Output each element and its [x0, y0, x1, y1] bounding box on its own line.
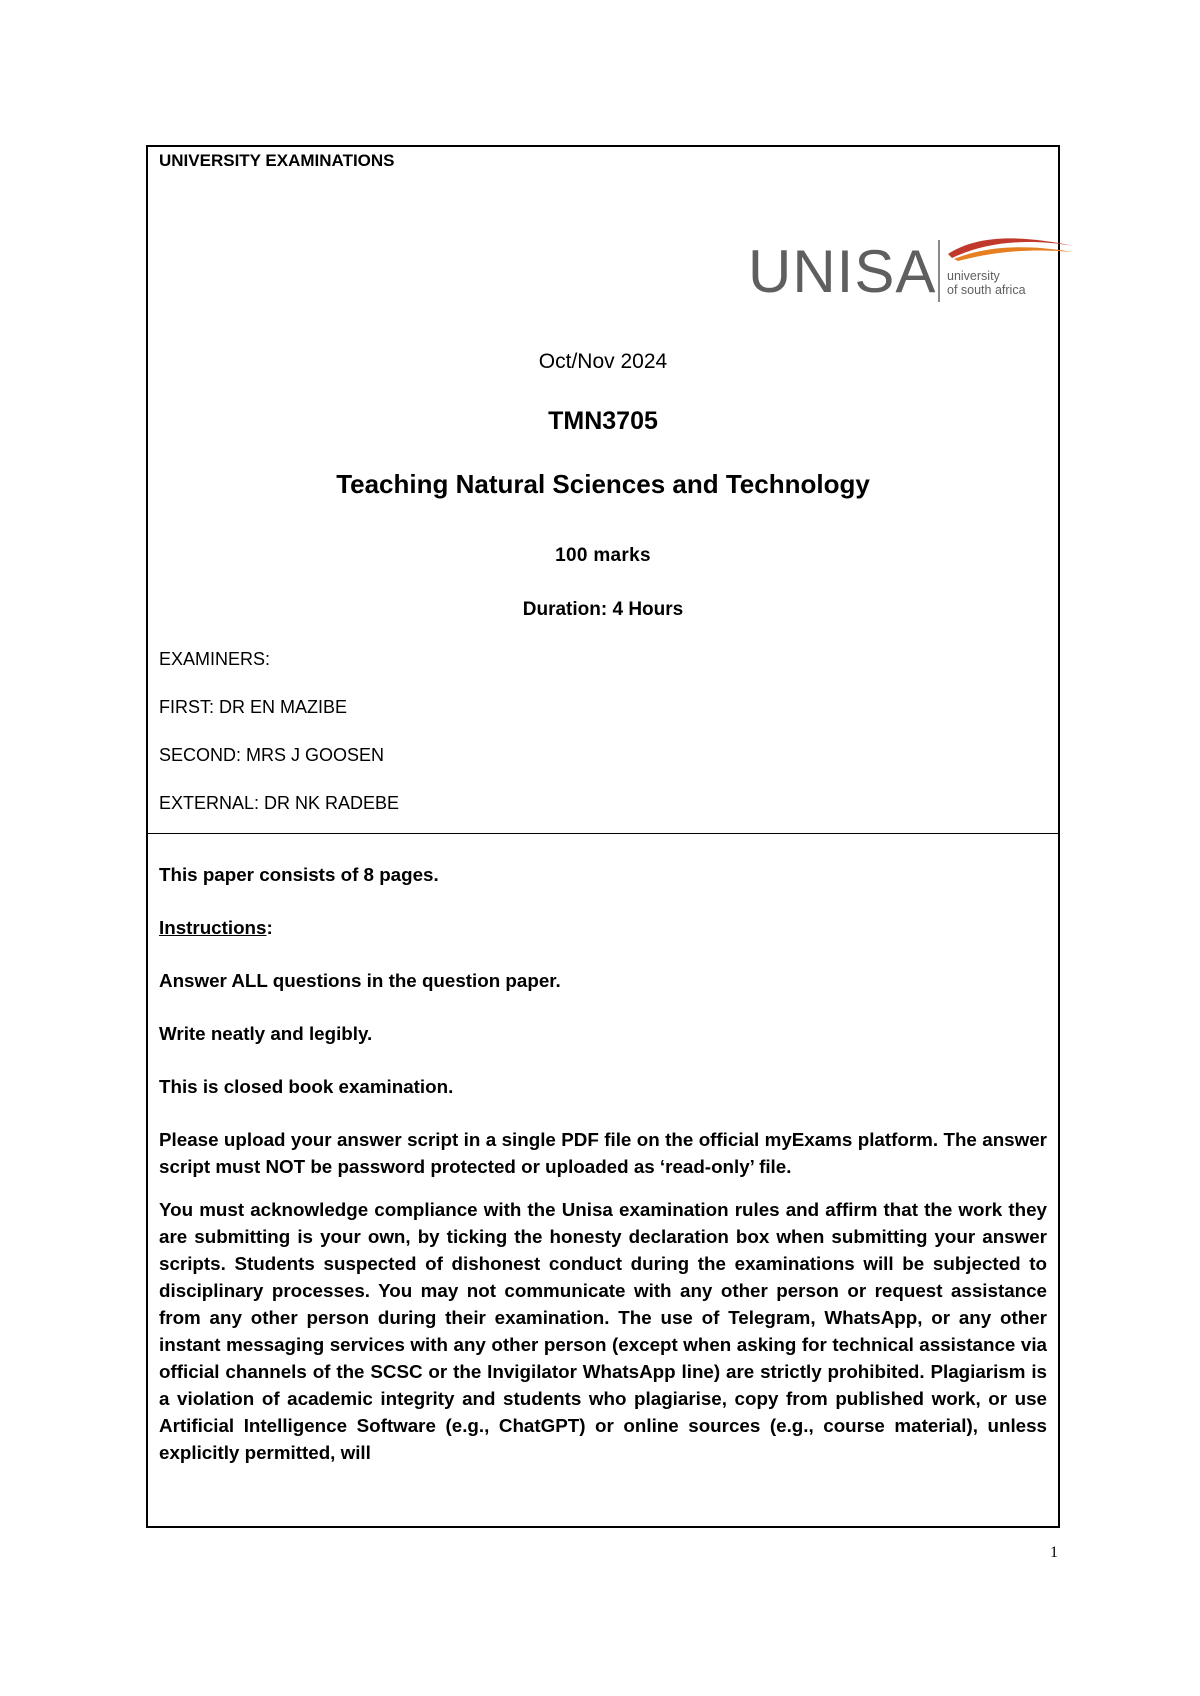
page-number: 1 [1050, 1544, 1058, 1561]
upload-instruction: Please upload your answer script in a single PDF file on the official myExams platform. The answer script must NOT be password protected or uploaded as ‘read-only’ file. [159, 1129, 1047, 1177]
logo-swoosh-icon [946, 232, 1078, 262]
instruction-item: Write neatly and legibly. [159, 1023, 373, 1044]
logo-tagline-line-2: of south africa [947, 283, 1026, 297]
exam-duration: Duration: 4 Hours [522, 599, 684, 620]
exam-cover-table [146, 145, 1060, 1528]
honesty-declaration-text: You must acknowledge compliance with the Unisa examination rules and affirm that the work they are submitting is your own, by ticking the honesty declaration box when submitting your answer scripts. Students suspected of dishonest conduct during the examinations will be subjected to disciplinary processes. You may not communicate with any other person or request assistance from any other person during their examination. The use of Telegram, WhatsApp, or any other instant messaging services with any other person (except when asking for technical assistance via official channels of the SCSC or the Invigilator WhatsApp line) are strictly prohibited. Plagiarism is a violation of academic integrity and students who plagiarise, copy from published work, or use Artificial Intelligence Software (e.g., ChatGPT) or online sources (e.g., course material), unless explicitly permitted, will [159, 1199, 1047, 1463]
university-examinations-label: UNIVERSITY EXAMINATIONS [159, 151, 395, 170]
instructions-section [159, 861, 1047, 1482]
cover-header-cell [148, 147, 1058, 834]
instructions-heading: Instructions [159, 917, 267, 938]
logo-tagline [947, 269, 1026, 297]
logo-divider [938, 240, 940, 302]
instructions-heading-colon: : [266, 917, 273, 938]
exam-date: Oct/Nov 2024 [538, 350, 668, 373]
instruction-item: Answer ALL questions in the question paper. [159, 970, 561, 991]
instruction-item: This is closed book examination. [159, 1076, 454, 1097]
total-marks: 100 marks [555, 545, 651, 566]
second-examiner: SECOND: MRS J GOOSEN [159, 745, 385, 765]
logo-wordmark: UNISA [748, 238, 937, 305]
instructions-heading-line [159, 914, 1047, 941]
module-title: Teaching Natural Sciences and Technology [336, 469, 870, 499]
first-examiner: FIRST: DR EN MAZIBE [159, 697, 348, 717]
logo-tagline-line-1: university [947, 269, 1000, 283]
unisa-logo [748, 232, 1078, 312]
external-examiner: EXTERNAL: DR NK RADEBE [159, 793, 400, 813]
module-code: TMN3705 [548, 407, 658, 435]
page-count-text: This paper consists of 8 pages. [159, 864, 439, 885]
examiners-heading: EXAMINERS: [159, 649, 271, 669]
